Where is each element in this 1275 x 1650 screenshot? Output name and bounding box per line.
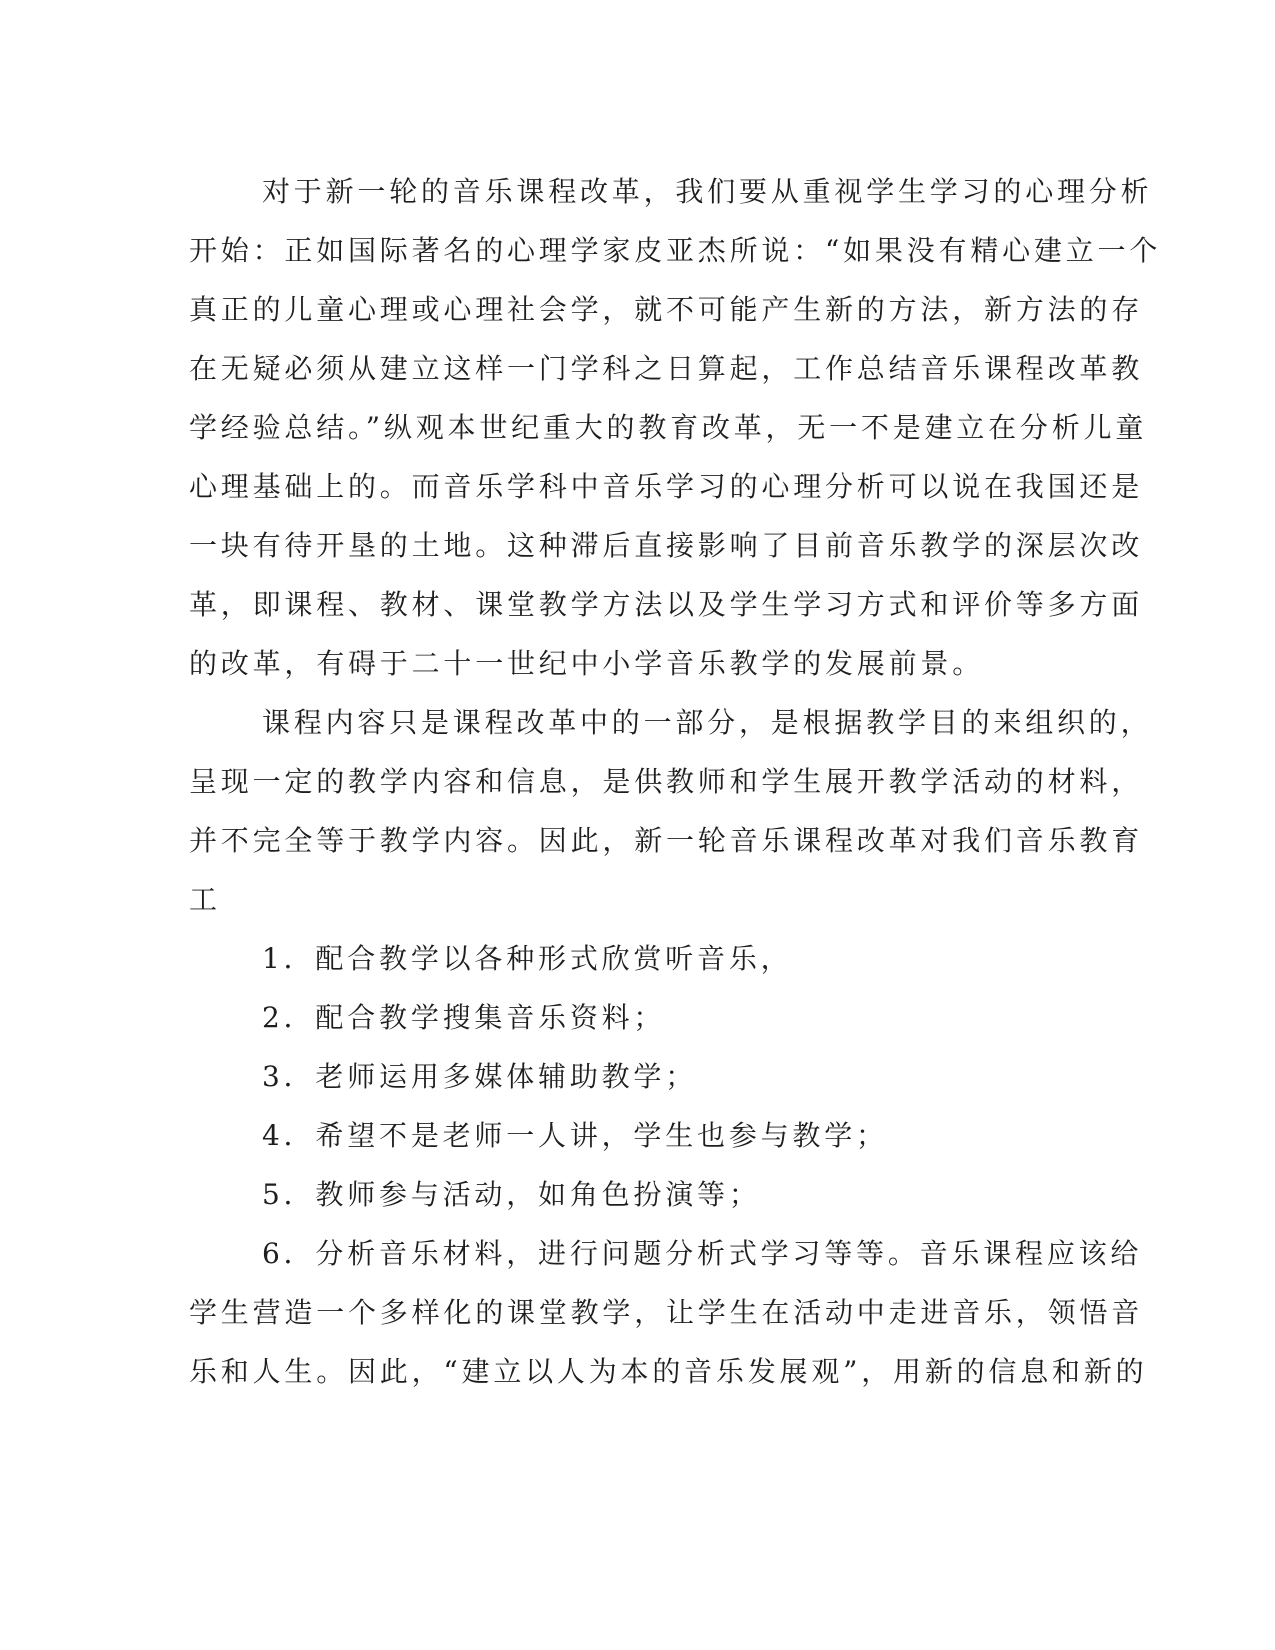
paragraph-1-line: 的改革，有碍于二十一世纪中小学音乐教学的发展前景。 <box>189 647 985 680</box>
paragraph-1-line: 真正的儿童心理或心理社会学，就不可能产生新的方法，新方法的存 <box>189 293 1144 326</box>
paragraph-1-line: 开始：正如国际著名的心理学家皮亚杰所说：“如果没有精心建立一个 <box>189 234 1162 267</box>
paragraph-1-line: 学经验总结。”纵观本世纪重大的教育改革，无一不是建立在分析儿童 <box>189 411 1148 444</box>
list-item: 5．教师参与活动，如角色扮演等； <box>262 1178 761 1211</box>
list-item: 3．老师运用多媒体辅助教学； <box>262 1060 698 1093</box>
paragraph-3-line: 乐和人生。因此，“建立以人为本的音乐发展观”，用新的信息和新的 <box>189 1355 1148 1388</box>
list-item: 1．配合教学以各种形式欣赏听音乐， <box>262 942 793 975</box>
paragraph-2-line: 并不完全等于教学内容。因此，新一轮音乐课程改革对我们音乐教育 <box>189 824 1144 857</box>
list-item: 2．配合教学搜集音乐资料； <box>262 1001 666 1034</box>
paragraph-1-line: 革，即课程、教材、课堂教学方法以及学生学习方式和评价等多方面 <box>189 588 1144 621</box>
paragraph-2-line: 工 <box>189 883 221 916</box>
paragraph-1-line: 在无疑必须从建立这样一门学科之日算起，工作总结音乐课程改革教 <box>189 352 1144 385</box>
paragraph-2-line: 呈现一定的教学内容和信息，是供教师和学生展开教学活动的材料， <box>189 765 1144 798</box>
paragraph-1-line: 对于新一轮的音乐课程改革，我们要从重视学生学习的心理分析 <box>262 175 1153 208</box>
paragraph-2-line: 课程内容只是课程改革中的一部分，是根据教学目的来组织的， <box>262 706 1153 739</box>
list-item: 4．希望不是老师一人讲，学生也参与教学； <box>262 1119 888 1152</box>
paragraph-1-line: 心理基础上的。而音乐学科中音乐学习的心理分析可以说在我国还是 <box>189 470 1144 503</box>
paragraph-3-line: 6．分析音乐材料，进行问题分析式学习等等。音乐课程应该给 <box>262 1237 1143 1270</box>
paragraph-3-line: 学生营造一个多样化的课堂教学，让学生在活动中走进音乐，领悟音 <box>189 1296 1144 1329</box>
paragraph-1-line: 一块有待开垦的土地。这种滞后直接影响了目前音乐教学的深层次改 <box>189 529 1144 562</box>
